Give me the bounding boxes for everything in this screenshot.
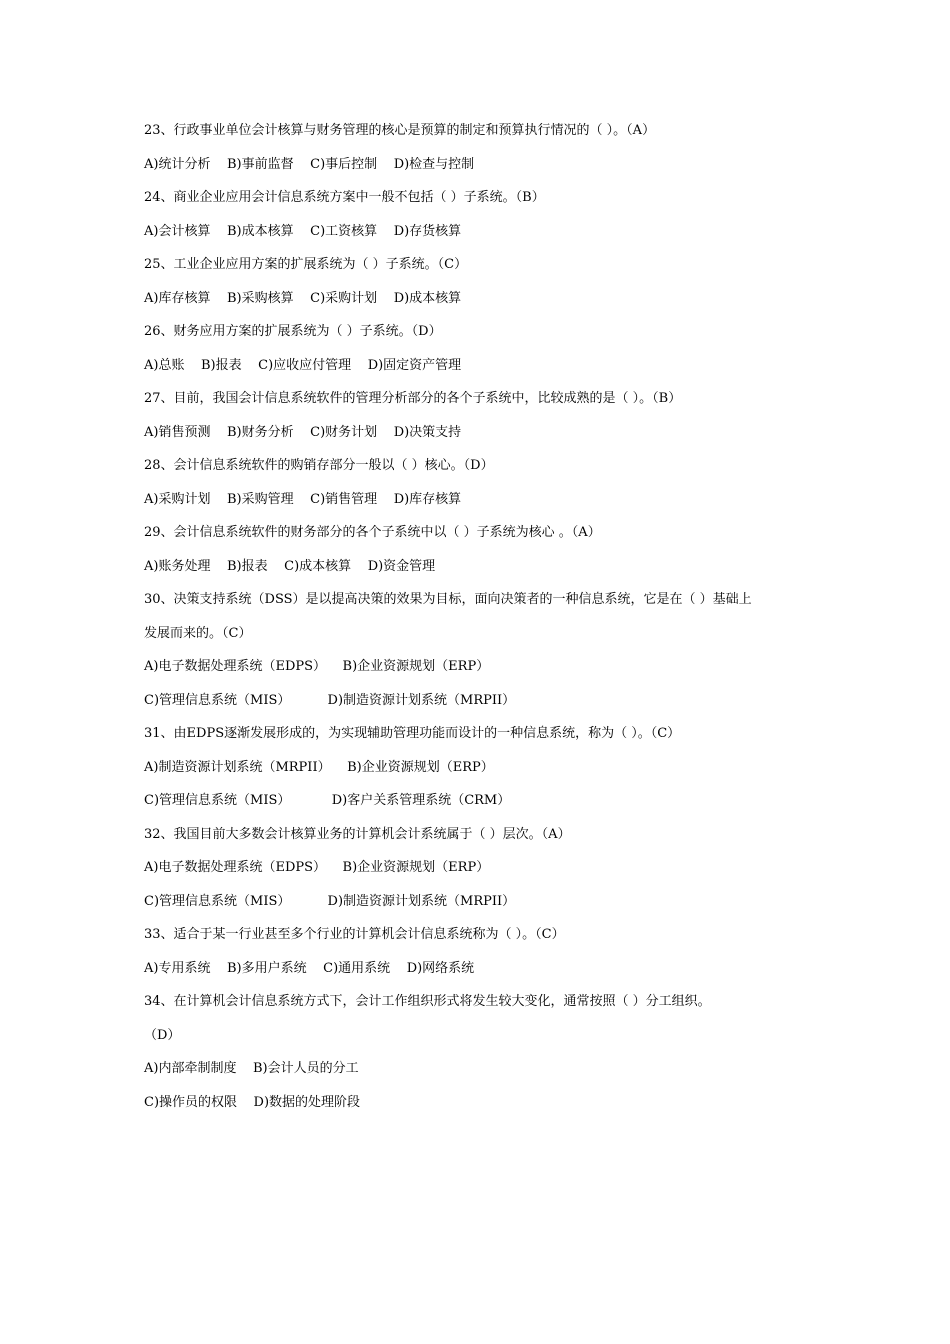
question-25-text: 25、工业企业应用方案的扩展系统为（ ）子系统。（C）: [144, 257, 468, 272]
question-31-options-ab: A)制造资源计划系统（MRPII） B)企业资源规划（ERP）: [144, 759, 494, 775]
question-30-text: 30、决策支持系统（DSS）是以提高决策的效果为目标，面向决策者的一种信息系统，它是在（ ）基础上: [144, 592, 752, 607]
question-23-options: A)统计分析 B)事前监督 C)事后控制 D)检查与控制: [144, 156, 475, 172]
question-28-options: A)采购计划 B)采购管理 C)销售管理 D)库存核算: [144, 491, 462, 507]
question-24-text: 24、商业企业应用会计信息系统方案中一般不包括（ ）子系统。（B）: [144, 190, 545, 205]
question-34-answer: （D）: [144, 1027, 181, 1043]
question-23-text: 23、行政事业单位会计核算与财务管理的核心是预算的制定和预算执行情况的（ ）。（A）: [144, 123, 656, 138]
question-30-options-ab: A)电子数据处理系统（EDPS） B)企业资源规划（ERP）: [144, 659, 490, 674]
question-27-text: 27、目前，我国会计信息系统软件的管理分析部分的各个子系统中，比较成熟的是（ ）。（B）: [144, 391, 682, 406]
question-28-text: 28、会计信息系统软件的购销存部分一般以（ ）核心。（D）: [144, 458, 494, 473]
question-30-text-continued: 发展而来的。（C）: [144, 625, 252, 641]
question-25-options: A)库存核算 B)采购核算 C)采购计划 D)成本核算: [144, 290, 462, 306]
question-29-options: A)账务处理 B)报表 C)成本核算 D)资金管理: [144, 558, 436, 574]
question-34-text: 34、在计算机会计信息系统方式下，会计工作组织形式将发生较大变化，通常按照（ ）分工组织。: [144, 994, 711, 1009]
question-26-text: 26、财务应用方案的扩展系统为（ ）子系统。（D）: [144, 324, 442, 339]
question-30-options-cd: C)管理信息系统（MIS） D)制造资源计划系统（MRPII）: [144, 692, 516, 708]
question-32-options-ab: A)电子数据处理系统（EDPS） B)企业资源规划（ERP）: [144, 860, 490, 875]
question-34-options-cd: C)操作员的权限 D)数据的处理阶段: [144, 1094, 361, 1110]
question-32-text: 32、我国目前大多数会计核算业务的计算机会计系统属于（ ）层次。（A）: [144, 826, 571, 842]
question-33-options: A)专用系统 B)多用户系统 C)通用系统 D)网络系统: [144, 960, 475, 976]
question-33-text: 33、适合于某一行业甚至多个行业的计算机会计信息系统称为（ ）。（C）: [144, 927, 565, 942]
question-31-text: 31、由EDPS逐渐发展形成的，为实现辅助管理功能而设计的一种信息系统，称为（ ）。（C）: [144, 726, 681, 741]
question-27-options: A)销售预测 B)财务分析 C)财务计划 D)决策支持: [144, 424, 462, 440]
question-34-options-ab: A)内部牵制制度 B)会计人员的分工: [144, 1061, 359, 1076]
question-list: [144, 122, 814, 1127]
question-26-options: A)总账 B)报表 C)应收应付管理 D)固定资产管理: [144, 357, 462, 373]
question-32-options-cd: C)管理信息系统（MIS） D)制造资源计划系统（MRPII）: [144, 893, 516, 909]
question-31-options-cd: C)管理信息系统（MIS） D)客户关系管理系统（CRM）: [144, 793, 511, 808]
question-24-options: A)会计核算 B)成本核算 C)工资核算 D)存货核算: [144, 223, 462, 239]
question-29-text: 29、会计信息系统软件的财务部分的各个子系统中以（ ）子系统为核心 。（A）: [144, 525, 601, 540]
